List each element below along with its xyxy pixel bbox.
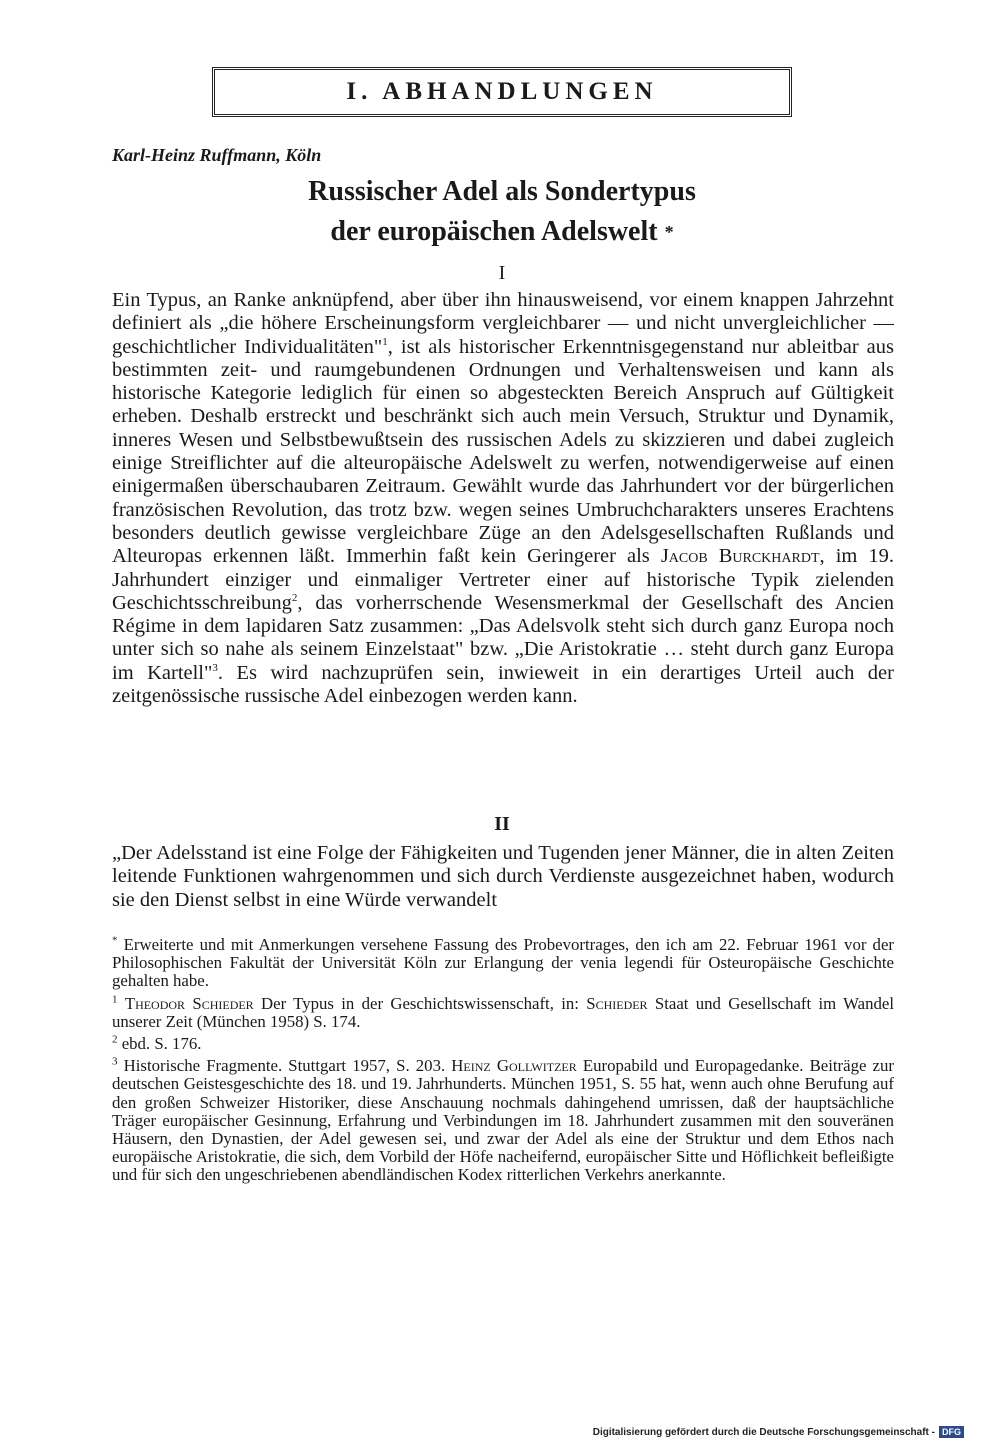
footnote-1-mark: 1	[112, 993, 118, 1006]
digitization-footer	[593, 1426, 964, 1438]
section-2-paragraph: „Der Adelsstand ist eine Folge der Fähigkeiten und Tugenden jener Männer, die in alten Zeiten leitende Funktionen wahrgenommen und sich durch Verdienste ausgezeichnet haben, wodurch sie den Dienst selbst in eine Würde verwandelt	[112, 842, 894, 911]
section-numeral-2: II	[494, 813, 510, 835]
footnote-3-text-a: Historische Fragmente. Stuttgart 1957, S. 203.	[123, 1056, 446, 1076]
footnote-1	[112, 995, 894, 1031]
name-burckhardt: Jacob Burckhardt	[660, 545, 820, 568]
section-heading: I. ABHANDLUNGEN	[212, 67, 792, 117]
footer-text: Digitalisierung gefördert durch die Deutsche Forschungsgemeinschaft -	[592, 1426, 935, 1438]
footnote-2-text: ebd. S. 176.	[121, 1034, 202, 1054]
footnote-2-mark: 2	[112, 1033, 118, 1046]
title-line-1: Russischer Adel als Sondertypus	[308, 176, 696, 207]
footnote-1-author-b: Schieder	[586, 993, 648, 1013]
footnote-star-text: Erweiterte und mit Anmerkungen versehene Fassung des Probevortrages, den ich am 22. Februar 1961 vor der Philosophischen Fakultät der Universität Köln zur Erlangung der venia legendi für Osteuropäische Geschichte gehalten habe.	[112, 935, 894, 991]
footnote-star-mark: *	[112, 934, 118, 947]
footnotes	[112, 936, 894, 1189]
footnote-2	[112, 1035, 894, 1053]
title-footnote-mark: *	[664, 222, 674, 242]
footnote-ref-3: 3	[212, 661, 218, 674]
footnote-3-text-b: Europabild und Europagedanke. Beiträge zur deutschen Geistesgeschichte des 18. und 19. Jahrhunderts. München 1951, S. 55 hat, wenn auch ohne Berufung auf den großen Schweizer Historiker, diese Anschauung nochmals dahingehend umrissen, daß der hauptsächliche Träger europäischer Gesinnung, Erfahrung und Verbindungen im 18. Jahrhundert zusammen mit den souveränen Häusern, den Dynastien, der Adel gewesen sei, und zwar der Adel als eine der Struktur und dem Ethos nach europäische Aristokratie, die sich, dem Vorbild der Höfe nacheifernd, europäischer Sitte und Höflichkeit befleißigte und für sich den ungeschriebenen abendländischen Kodex ritterlichen Verkehrs anerkannte.	[112, 1056, 894, 1185]
s1-text-a: Ein Typus, an Ranke anknüpfend, aber über ihn hinausweisend, vor einem knappen Jahrzehnt definiert als „die höhere Erscheinungsform vergleichbarer — und nicht unvergleichlicher — geschichtlicher Individualitäten"	[112, 289, 894, 358]
footnote-3	[112, 1057, 894, 1184]
title-line-2	[112, 212, 892, 252]
footnote-1-author: Theodor Schieder	[124, 993, 254, 1013]
section-1-paragraph	[112, 289, 894, 801]
footnote-1-text-b: Staat und Gesellschaft im Wandel unserer Zeit (München 1958) S. 174.	[112, 993, 895, 1031]
s1-text-c: , im 19. Jahrhundert einziger und einmaliger Vertreter einer auf historische Typik zielenden Geschichtsschreibung	[112, 545, 894, 614]
footnote-ref-2: 2	[291, 592, 298, 605]
footnote-ref-1: 1	[382, 335, 388, 348]
title-line-2-text: der europäischen Adelswelt	[330, 216, 658, 247]
dfg-logo: DFG	[939, 1426, 964, 1438]
s1-text-d: , das vorherrschende Wesensmerkmal der Gesellschaft des Ancien Régime in dem lapidaren Satz zusammen: „Das Adelsvolk steht sich durch ganz Europa noch unter sich so nahe als seinem Einzelstaat" bzw. „Die Aristokratie … steht durch ganz Europa im Kartell"	[112, 591, 894, 684]
section-numeral-1: I	[498, 262, 506, 284]
footnote-star	[112, 936, 894, 991]
author-line: Karl-Heinz Ruffmann, Köln	[112, 145, 322, 165]
footnote-3-mark: 3	[112, 1055, 118, 1068]
article-title	[112, 172, 892, 252]
footnote-3-author: Heinz Gollwitzer	[451, 1056, 577, 1076]
footnote-1-text-a: Der Typus in der Geschichtswissenschaft, in:	[261, 993, 579, 1013]
s1-text-b: , ist als historischer Erkenntnisgegenstand nur ableitbar aus bestimmten zeit- und raumgebundenen Ordnungen und Verhaltensweisen und kann als historische Kategorie lediglich für einen so abgesteckten Bereich Anspruch auf Gültigkeit erheben. Deshalb erstreckt und beschränkt sich auch mein Versuch, Struktur und Dynamik, inneres Wesen und Selbstbewußtsein des russischen Adels zu skizzieren und dabei zugleich einige Streiflichter auf die alteuropäische Adelswelt zu werfen, notwendigerweise auf einen einigermaßen überschaubaren Zeitraum. Gewählt wurde das Jahrhundert vor der bürgerlichen französischen Revolution, das trotz bzw. wegen seines Umbruchcharakters unseres Erachtens besonders deutlich gewisse vergleichbare Züge an den Adelsgesellschaften Rußlands und Alteuropas erkennen läßt. Immerhin faßt kein Geringerer als	[112, 335, 894, 568]
s1-text-e: . Es wird nachzuprüfen sein, inwieweit in ein derartiges Urteil auch der zeitgenössische russische Adel einbezogen werden kann.	[112, 661, 894, 708]
